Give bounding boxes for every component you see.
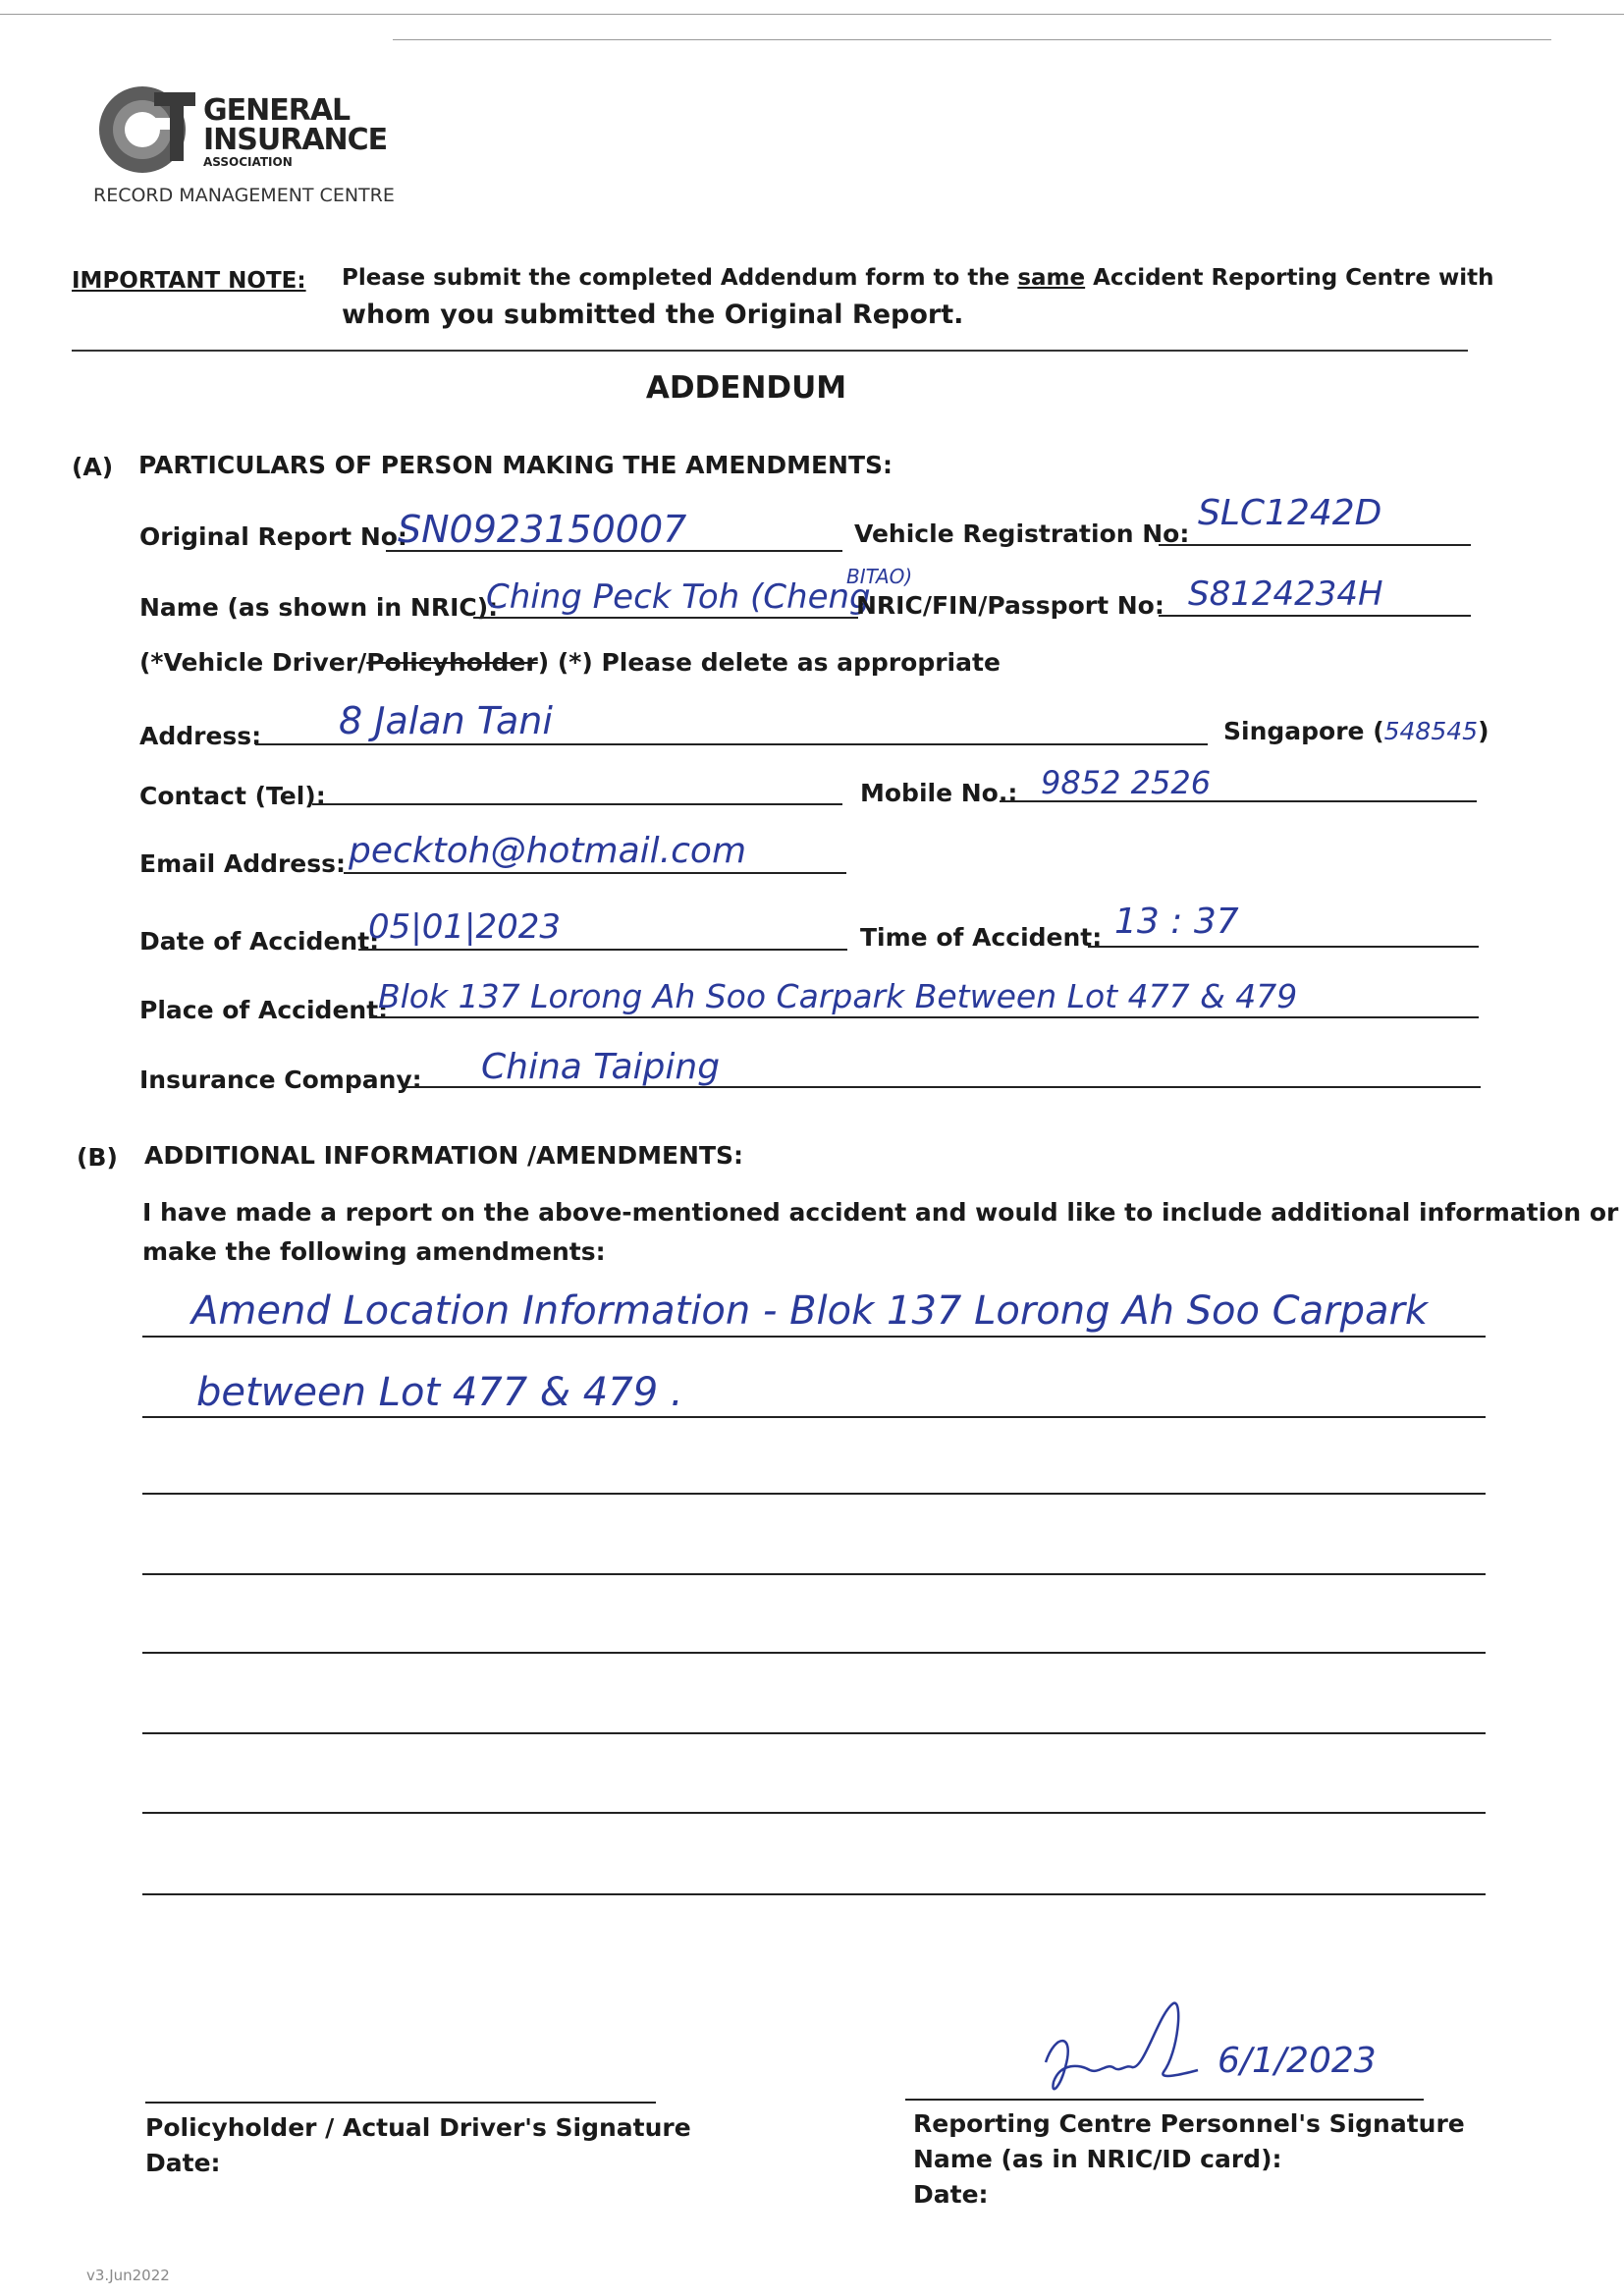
section-b-marker: (B) bbox=[77, 1143, 118, 1172]
important-note-text bbox=[342, 265, 1493, 291]
section-b-heading: ADDITIONAL INFORMATION /AMENDMENTS: bbox=[144, 1141, 744, 1170]
email-label: Email Address: bbox=[139, 849, 347, 878]
mobile-value: 9852 2526 bbox=[1041, 764, 1212, 801]
org-name-line2: INSURANCE bbox=[203, 123, 388, 157]
policyholder-signature-field[interactable] bbox=[145, 2102, 656, 2104]
important-note-label: IMPORTANT NOTE: bbox=[72, 268, 306, 294]
singapore-close: ) bbox=[1478, 717, 1489, 745]
contact-tel-label: Contact (Tel): bbox=[139, 782, 326, 810]
note-text-part: Accident Reporting Centre with bbox=[1085, 265, 1494, 291]
email-value: pecktoh@hotmail.com bbox=[349, 831, 747, 871]
header-divider bbox=[72, 350, 1468, 352]
time-of-accident-value: 13 : 37 bbox=[1114, 902, 1239, 942]
section-a-marker: (A) bbox=[72, 453, 114, 481]
section-b-intro-line2: make the following amendments: bbox=[142, 1237, 606, 1266]
amendment-line[interactable] bbox=[142, 1893, 1486, 1895]
original-report-label: Original Report No: bbox=[139, 522, 407, 551]
mobile-label: Mobile No.: bbox=[860, 779, 1018, 807]
nric-value: S8124234H bbox=[1188, 574, 1383, 614]
form-title: ADDENDUM bbox=[645, 370, 847, 406]
time-of-accident-label: Time of Accident: bbox=[860, 923, 1103, 952]
name-value: Ching Peck Toh (Cheng bbox=[486, 577, 871, 617]
place-of-accident-field[interactable] bbox=[369, 1016, 1479, 1018]
time-of-accident-field[interactable] bbox=[1088, 946, 1479, 948]
note-underlined-word: same bbox=[1017, 265, 1086, 291]
original-report-value: SN0923150007 bbox=[398, 508, 687, 551]
address-label: Address: bbox=[139, 722, 262, 750]
vehicle-reg-value: SLC1242D bbox=[1198, 493, 1382, 533]
date-of-accident-field[interactable] bbox=[358, 949, 847, 951]
singapore-label bbox=[1223, 717, 1489, 745]
address-value: 8 Jalan Tani bbox=[339, 699, 553, 742]
note-text-part: Please submit the completed Addendum form to the bbox=[342, 265, 1018, 291]
role-instruction bbox=[139, 648, 1001, 677]
vehicle-reg-field[interactable] bbox=[1159, 544, 1471, 546]
amendment-text-line1: Amend Location Information - Blok 137 Lorong Ah Soo Carpark bbox=[191, 1288, 1429, 1334]
contact-tel-field[interactable] bbox=[312, 803, 842, 805]
reporting-centre-name-label: Name (as in NRIC/ID card): bbox=[913, 2145, 1282, 2173]
amendment-line[interactable] bbox=[142, 1652, 1486, 1654]
policyholder-signature-label: Policyholder / Actual Driver's Signature bbox=[145, 2113, 691, 2142]
date-of-accident-value: 05|01|2023 bbox=[368, 907, 561, 947]
insurance-company-label: Insurance Company: bbox=[139, 1066, 422, 1094]
signed-date-value: 6/1/2023 bbox=[1218, 2041, 1377, 2081]
date-of-accident-label: Date of Accident: bbox=[139, 927, 380, 956]
reporting-centre-date-label: Date: bbox=[913, 2180, 989, 2209]
section-b-intro-line1: I have made a report on the above-mentioned accident and would like to include additional information or bbox=[142, 1198, 1619, 1227]
place-of-accident-value: Blok 137 Lorong Ah Soo Carpark Between Lot 477 & 479 bbox=[378, 977, 1298, 1015]
insurance-company-value: China Taiping bbox=[481, 1047, 721, 1087]
scan-edge-line bbox=[393, 39, 1551, 40]
place-of-accident-label: Place of Accident: bbox=[139, 996, 389, 1024]
policyholder-date-label: Date: bbox=[145, 2149, 221, 2177]
vehicle-reg-label: Vehicle Registration No: bbox=[854, 519, 1190, 548]
role-suffix: ) (*) Please delete as appropriate bbox=[537, 648, 1001, 677]
department-name: RECORD MANAGEMENT CENTRE bbox=[93, 185, 395, 206]
section-a-heading: PARTICULARS OF PERSON MAKING THE AMENDMENTS: bbox=[138, 451, 893, 479]
email-field[interactable] bbox=[344, 872, 846, 874]
amendment-text-line2: between Lot 477 & 479 . bbox=[196, 1370, 683, 1415]
gia-logo bbox=[93, 79, 206, 177]
reporting-centre-signature-field[interactable] bbox=[905, 2099, 1424, 2101]
gia-logo-icon bbox=[93, 79, 206, 177]
role-prefix: (*Vehicle Driver/ bbox=[139, 648, 367, 677]
name-note-value: BITAO) bbox=[846, 565, 913, 588]
amendment-line[interactable] bbox=[142, 1416, 1486, 1418]
amendment-line[interactable] bbox=[142, 1336, 1486, 1338]
reporting-centre-signature-label: Reporting Centre Personnel's Signature bbox=[913, 2109, 1465, 2138]
amendment-line[interactable] bbox=[142, 1493, 1486, 1495]
nric-label: NRIC/FIN/Passport No: bbox=[856, 591, 1164, 620]
address-field[interactable] bbox=[255, 743, 1208, 745]
org-name-line1: GENERAL bbox=[203, 93, 351, 128]
nric-field[interactable] bbox=[1159, 615, 1471, 617]
name-field[interactable] bbox=[473, 617, 858, 619]
form-version-code: v3.Jun2022 bbox=[86, 2267, 170, 2284]
postal-code-value: 548545 bbox=[1383, 717, 1479, 745]
name-label: Name (as shown in NRIC): bbox=[139, 593, 499, 622]
amendment-line[interactable] bbox=[142, 1732, 1486, 1734]
amendment-line[interactable] bbox=[142, 1573, 1486, 1575]
important-note-line2: whom you submitted the Original Report. bbox=[342, 300, 964, 330]
handwritten-signature bbox=[1036, 1994, 1232, 2102]
role-struck-policyholder: Policyholder bbox=[366, 648, 538, 677]
amendment-line[interactable] bbox=[142, 1812, 1486, 1814]
singapore-text: Singapore ( bbox=[1223, 717, 1384, 745]
scan-edge-line bbox=[0, 14, 1624, 15]
org-name-line3: ASSOCIATION bbox=[203, 155, 293, 169]
